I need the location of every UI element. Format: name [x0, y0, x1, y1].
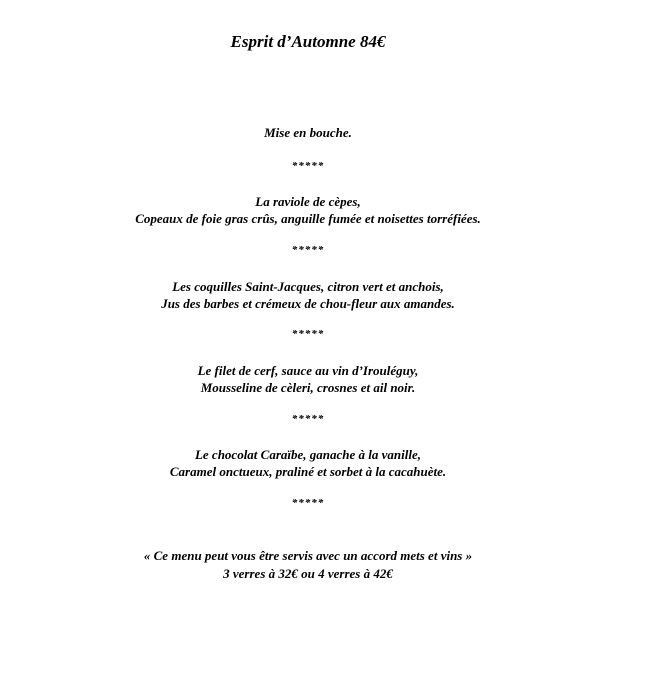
separator: *****	[291, 244, 325, 256]
separator: *****	[291, 328, 325, 340]
course-4-title: Le chocolat Caraïbe, ganache à la vanille,	[194, 447, 422, 462]
course-1-title: La raviole de cèpes,	[255, 194, 361, 209]
wine-pairing-note: « Ce menu peut vous être servis avec un accord mets et vins »	[143, 548, 473, 563]
course-2-description: Jus des barbes et crémeux de chou-fleur aux amandes.	[161, 296, 455, 311]
course-1-description: Copeaux de foie gras crûs, anguille fumée et noisettes torréfiées.	[135, 211, 481, 226]
wine-pairing-prices: 3 verres à 32€ ou 4 verres à 42€	[223, 566, 393, 581]
amuse-bouche: Mise en bouche.	[264, 125, 352, 140]
menu-title: Esprit d’Automne 84€	[230, 32, 386, 51]
course-2-title: Les coquilles Saint-Jacques, citron vert et anchois,	[172, 279, 444, 294]
separator: *****	[291, 413, 325, 425]
course-4-description: Caramel onctueux, praliné et sorbet à la cacahuète.	[169, 464, 447, 479]
separator: *****	[291, 497, 325, 509]
course-3-description: Mousseline de cèleri, crosnes et ail noir.	[200, 380, 416, 395]
separator: *****	[291, 160, 325, 172]
course-3-title: Le filet de cerf, sauce au vin d’Irouléguy,	[197, 363, 419, 378]
